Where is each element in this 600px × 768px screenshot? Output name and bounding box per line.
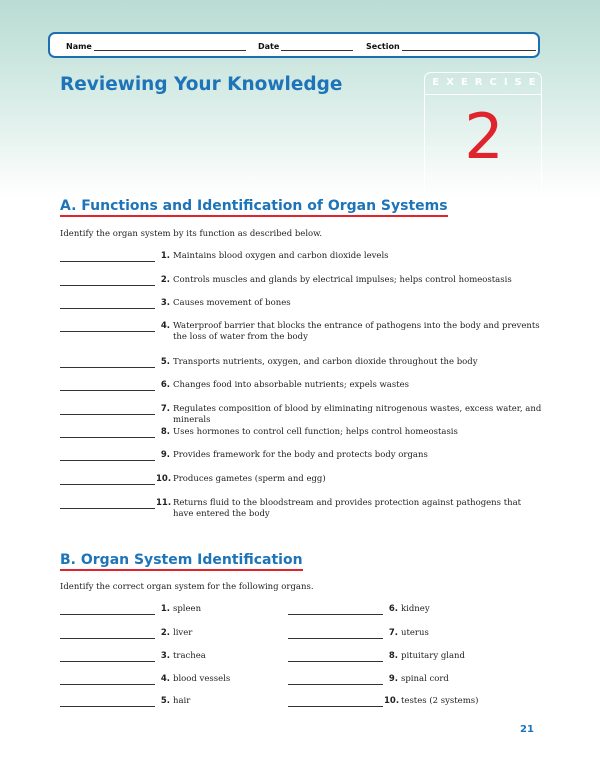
question-text: Returns fluid to the bloodstream and provides protection against pathogens that have entered the body	[173, 498, 522, 519]
organ-name: blood vessels	[173, 674, 231, 684]
answer-blank[interactable]	[60, 285, 155, 286]
answer-blank[interactable]	[60, 484, 155, 485]
organ-name: hair	[173, 696, 191, 706]
section-a-heading: A. Functions and Identification of Organ Systems	[60, 198, 448, 217]
organ-name: liver	[173, 628, 193, 638]
organ-number: 7.	[388, 628, 398, 638]
answer-blank[interactable]	[60, 614, 155, 615]
question-number: 8.	[160, 427, 170, 437]
question-number: 11.	[156, 498, 172, 508]
organ-name: spinal cord	[401, 674, 449, 684]
exercise-divider	[425, 94, 541, 95]
date-label: Date	[258, 42, 280, 51]
question-text: Produces gametes (sperm and egg)	[173, 474, 326, 484]
organ-name: kidney	[401, 604, 430, 614]
question-text: Waterproof barrier that blocks the entrance of pathogens into the body and prevents the loss of water from the body	[173, 321, 540, 342]
answer-blank[interactable]	[60, 706, 155, 707]
question-text: Maintains blood oxygen and carbon dioxide levels	[173, 251, 389, 261]
question-number: 10.	[156, 474, 172, 484]
exercise-number: 2	[464, 100, 504, 173]
question-text: Changes food into absorbable nutrients; expels wastes	[173, 380, 410, 390]
organ-name: testes (2 systems)	[401, 696, 479, 706]
answer-blank[interactable]	[60, 261, 155, 262]
organ-name: uterus	[401, 628, 429, 638]
section-b-instructions: Identify the correct organ system for the following organs.	[60, 582, 314, 592]
exercise-label: EXERCISE	[432, 77, 543, 88]
question-number: 4.	[160, 321, 170, 331]
organ-number: 8.	[388, 651, 398, 661]
answer-blank[interactable]	[288, 661, 383, 662]
question-number: 3.	[160, 298, 170, 308]
section-line[interactable]	[402, 42, 536, 51]
question-text: Transports nutrients, oxygen, and carbon dioxide throughout the body	[173, 357, 478, 367]
answer-blank[interactable]	[288, 706, 383, 707]
answer-blank[interactable]	[288, 684, 383, 685]
organ-number: 2.	[160, 628, 170, 638]
question-number: 2.	[160, 275, 170, 285]
organ-name: pituitary gland	[401, 651, 465, 661]
question-text: Causes movement of bones	[173, 298, 291, 308]
answer-blank[interactable]	[60, 508, 155, 509]
name-line[interactable]	[94, 42, 246, 51]
answer-blank[interactable]	[60, 414, 155, 415]
organ-number: 9.	[388, 674, 398, 684]
exercise-box	[424, 72, 542, 190]
organ-name: spleen	[173, 604, 202, 614]
question-text: Uses hormones to control cell function; helps control homeostasis	[173, 427, 458, 437]
student-info-bar	[48, 32, 540, 58]
answer-blank[interactable]	[60, 638, 155, 639]
organ-number: 5.	[160, 696, 170, 706]
organ-number: 3.	[160, 651, 170, 661]
page-number: 21	[520, 724, 534, 735]
answer-blank[interactable]	[60, 308, 155, 309]
question-number: 5.	[160, 357, 170, 367]
answer-blank[interactable]	[60, 367, 155, 368]
question-number: 7.	[160, 404, 170, 414]
organ-number: 4.	[160, 674, 170, 684]
page-title: Reviewing Your Knowledge	[60, 74, 343, 95]
question-text: Provides framework for the body and protects body organs	[173, 450, 428, 460]
answer-blank[interactable]	[60, 390, 155, 391]
section-field[interactable]	[366, 42, 536, 51]
question-number: 6.	[160, 380, 170, 390]
answer-blank[interactable]	[60, 684, 155, 685]
answer-blank[interactable]	[60, 437, 155, 438]
section-label: Section	[366, 42, 400, 51]
name-label: Name	[66, 42, 92, 51]
answer-blank[interactable]	[60, 661, 155, 662]
organ-number: 6.	[388, 604, 398, 614]
answer-blank[interactable]	[288, 614, 383, 615]
organ-number: 1.	[160, 604, 170, 614]
date-field[interactable]	[258, 42, 353, 51]
organ-name: trachea	[173, 651, 206, 661]
answer-blank[interactable]	[60, 331, 155, 332]
name-field[interactable]	[66, 42, 246, 51]
question-number: 1.	[160, 251, 170, 261]
question-number: 9.	[160, 450, 170, 460]
date-line[interactable]	[281, 42, 353, 51]
organ-number: 10.	[384, 696, 400, 706]
section-b-heading: B. Organ System Identification	[60, 552, 303, 571]
answer-blank[interactable]	[60, 460, 155, 461]
section-a-instructions: Identify the organ system by its function as described below.	[60, 229, 323, 239]
question-text: Regulates composition of blood by eliminating nitrogenous wastes, excess water, and minerals	[173, 404, 542, 425]
answer-blank[interactable]	[288, 638, 383, 639]
question-text: Controls muscles and glands by electrical impulses; helps control homeostasis	[173, 275, 512, 285]
